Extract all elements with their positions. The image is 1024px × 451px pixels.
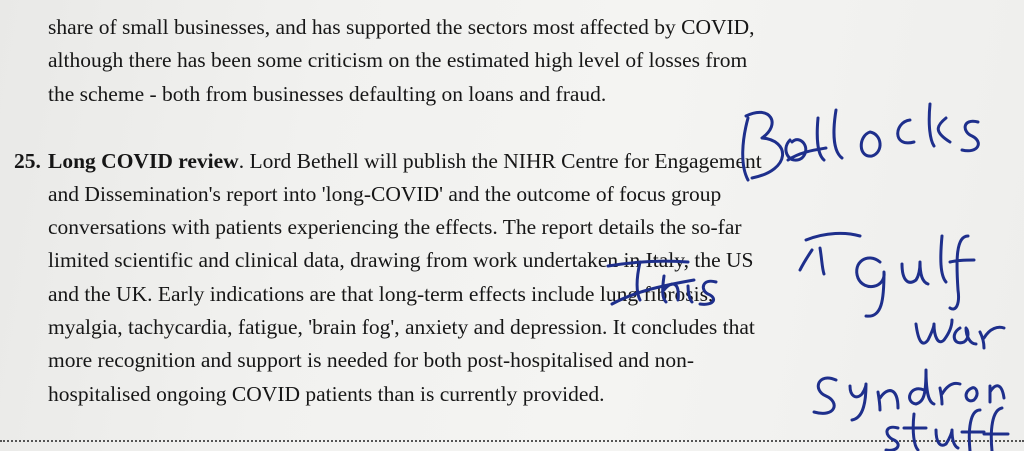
body-text-line: conversations with patients experiencing the effects. The report details the so-far	[48, 215, 742, 239]
body-text-line: hospitalised ongoing COVID patients than is currently provided.	[48, 382, 605, 406]
body-text-line: myalgia, tachycardia, fatigue, 'brain fog', anxiety and depression. It concludes that	[48, 315, 755, 339]
body-text-line: share of small businesses, and has supported the sectors most affected by COVID,	[48, 15, 755, 39]
handwriting-syndrome	[814, 370, 1004, 420]
handwriting-war	[916, 320, 1004, 348]
body-text-line: and Dissemination's report into 'long-COVID' and the outcome of focus group	[48, 182, 722, 206]
body-text-line: more recognition and support is needed for both post-hospitalised and non-	[48, 348, 695, 372]
dotted-divider	[0, 440, 1024, 442]
handwriting-gulf	[857, 236, 974, 316]
item-number: 25.	[14, 149, 41, 173]
item-first-line-text: . Lord Bethell will publish the NIHR Centre for Engagement	[238, 149, 762, 173]
handwriting-bollocks	[743, 104, 979, 180]
item-first-line	[48, 148, 762, 174]
handwriting-stuff	[886, 408, 1008, 451]
item-heading: Long COVID review	[48, 149, 239, 173]
body-text-line: and the UK. Early indications are that long-term effects include lung fibrosis,	[48, 282, 714, 306]
body-text-line: limited scientific and clinical data, drawing from work undertaken in Italy, the US	[48, 248, 754, 272]
body-text-line: the scheme - both from businesses defaulting on loans and fraud.	[48, 82, 607, 106]
body-text-line: although there has been some criticism on the estimated high level of losses from	[48, 48, 748, 72]
